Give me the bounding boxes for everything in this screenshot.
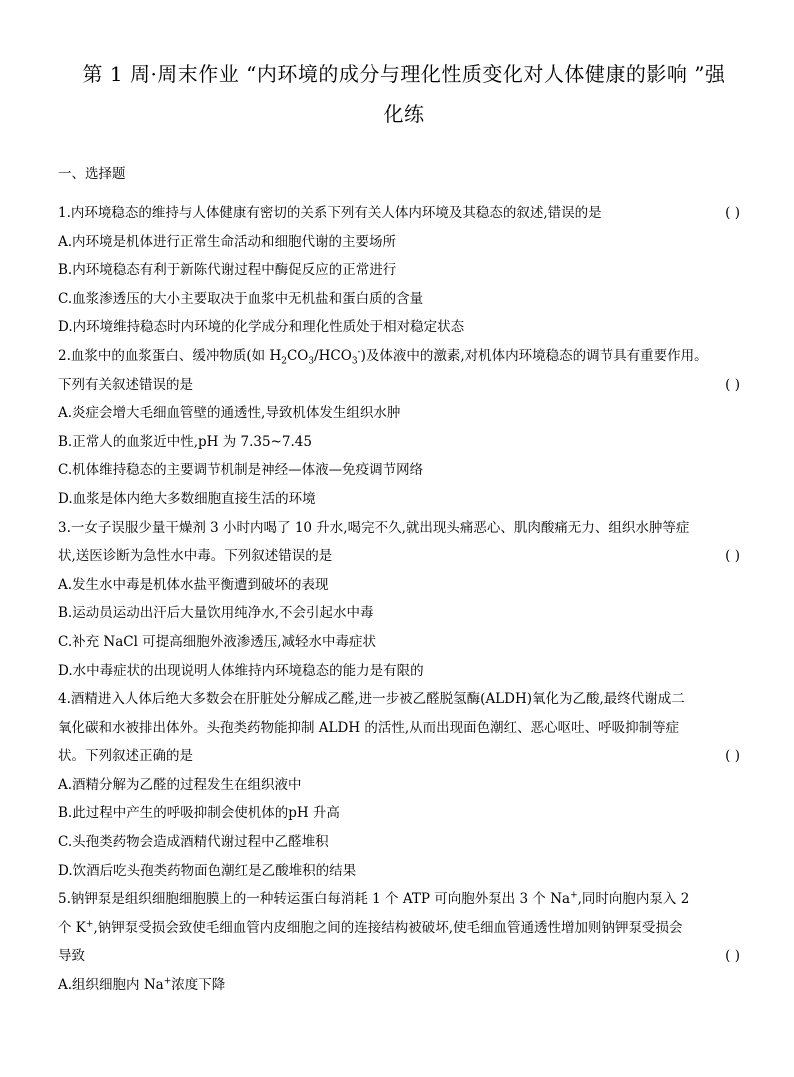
question-3-stem-line-1: 3.一女子误服少量干燥剂 3 小时内喝了 10 升水,喝完不久,就出现头痛恶心、肌肉酸痛无力、组织水肿等症 xyxy=(58,519,690,536)
option-b: B.正常人的血浆近中性,pH 为 7.35~7.45 xyxy=(58,433,312,450)
question-5-line-1-b: ,同时向胞内泵入 2 xyxy=(577,891,690,908)
question-stem-continued xyxy=(58,942,750,971)
question-4-stem-line-3: 状。下列叙述正确的是 xyxy=(58,748,193,765)
option-b: B.内环境稳态有利于新陈代谢过程中酶促反应的正常进行 xyxy=(58,262,397,279)
answer-parentheses: ( ) xyxy=(725,748,740,765)
question-2-stem-part-d: )及体液中的激素,对机体内环境稳态的调节具有重要作用。 xyxy=(360,347,708,364)
option-d: D.水中毒症状的出现说明人体维持内环境稳态的能力是有限的 xyxy=(58,662,424,679)
subscript: 3 xyxy=(351,356,358,367)
superscript: - xyxy=(357,347,361,358)
question-1 xyxy=(58,199,750,342)
section-heading: 一、选择题 xyxy=(58,166,126,182)
superscript: + xyxy=(163,976,172,987)
question-stem xyxy=(58,342,750,371)
option-a: A.酒精分解为乙醛的过程发生在组织液中 xyxy=(58,776,302,793)
answer-parentheses: ( ) xyxy=(725,548,740,565)
option-b: B.运动员运动出汗后大量饮用纯净水,不会引起水中毒 xyxy=(58,605,374,622)
question-4-stem-line-2: 氧化碳和水被排出体外。头孢类药物能抑制 ALDH 的活性,从而出现面色潮红、恶心呕吐、呼吸抑制等症 xyxy=(58,719,680,736)
question-stem xyxy=(58,885,750,914)
option-c: C.血浆渗透压的大小主要取决于血浆中无机盐和蛋白质的含量 xyxy=(58,290,424,307)
question-2-stem-part-a: 2.血浆中的血浆蛋白、缓冲物质(如 H xyxy=(58,347,282,364)
question-3-stem-line-2: 状,送医诊断为急性水中毒。下列叙述错误的是 xyxy=(58,548,333,565)
question-2-stem-line-2: 下列有关叙述错误的是 xyxy=(58,376,193,393)
option-a: A.炎症会增大毛细血管壁的通透性,导致机体发生组织水肿 xyxy=(58,405,401,422)
question-5-line-2-b: ,钠钾泵受损会致使毛细血管内皮细胞之间的连接结构被破坏,使毛细血管通透性增加则钠钾泵受损会 xyxy=(93,919,683,936)
superscript: + xyxy=(85,919,94,930)
question-5-line-3: 导致 xyxy=(58,948,85,965)
question-stem xyxy=(58,685,750,714)
question-3 xyxy=(58,514,750,686)
question-5-line-1-a: 5.钠钾泵是组织细胞细胞膜上的一种转运蛋白每消耗 1 个 ATP 可向胞外泵出 3 个 Na xyxy=(58,891,571,908)
question-2-stem-part-c: /HCO xyxy=(314,347,352,364)
question-stem xyxy=(58,514,750,543)
answer-parentheses: ( ) xyxy=(725,376,740,393)
subscript: 2 xyxy=(281,356,287,367)
question-1-stem-text: 1.内环境稳态的维持与人体健康有密切的关系下列有关人体内环境及其稳态的叙述,错误的是 xyxy=(58,205,602,221)
option-a-text-b: 浓度下降 xyxy=(171,977,226,994)
option-c: C.头孢类药物会造成酒精代谢过程中乙醛堆积 xyxy=(58,834,329,851)
question-4 xyxy=(58,685,750,885)
question-5 xyxy=(58,885,750,999)
page-title xyxy=(58,54,750,134)
option-d: D.血浆是体内绝大多数细胞直接生活的环境 xyxy=(58,490,316,507)
question-stem xyxy=(58,199,750,228)
title-line-2: 化练 xyxy=(383,102,425,126)
question-stem-continued xyxy=(58,714,750,743)
option-b: B.此过程中产生的呼吸抑制会使机体的pH 升高 xyxy=(58,805,340,822)
option-a xyxy=(58,971,750,1000)
option-a: A.内环境是机体进行正常生命活动和细胞代谢的主要场所 xyxy=(58,233,397,250)
question-stem-continued xyxy=(58,542,750,571)
option-d: D.内环境维持稳态时内环境的化学成分和理化性质处于相对稳定状态 xyxy=(58,319,465,336)
question-stem-continued xyxy=(58,742,750,771)
question-2 xyxy=(58,342,750,514)
option-c: C.补充 NaCl 可提高细胞外液渗透压,减轻水中毒症状 xyxy=(58,633,377,650)
question-2-stem-part-b: CO xyxy=(286,347,309,364)
title-line-1: 第 1 周·周末作业 “内环境的成分与理化性质变化对人体健康的影响 ”强 xyxy=(82,62,726,86)
question-4-stem-line-1: 4.酒精进入人体后绝大多数会在肝脏处分解成乙醛,进一步被乙醛脱氢酶(ALDH)氧化为乙酸,最终代谢成二 xyxy=(58,691,685,708)
question-5-line-2-a: 个 K xyxy=(58,919,86,936)
subscript: 3 xyxy=(308,356,315,367)
option-a: A.发生水中毒是机体水盐平衡遭到破坏的表现 xyxy=(58,576,329,593)
answer-parentheses: ( ) xyxy=(725,948,740,965)
option-d: D.饮酒后吃头孢类药物面色潮红是乙酸堆积的结果 xyxy=(58,862,357,879)
question-stem-continued xyxy=(58,371,750,400)
option-a-text-a: A.组织细胞内 Na xyxy=(58,977,164,994)
option-c: C.机体维持稳态的主要调节机制是神经—体液—免疫调节网络 xyxy=(58,462,424,479)
question-stem-continued xyxy=(58,914,750,943)
superscript: + xyxy=(570,890,578,901)
answer-parentheses: ( ) xyxy=(725,205,740,221)
